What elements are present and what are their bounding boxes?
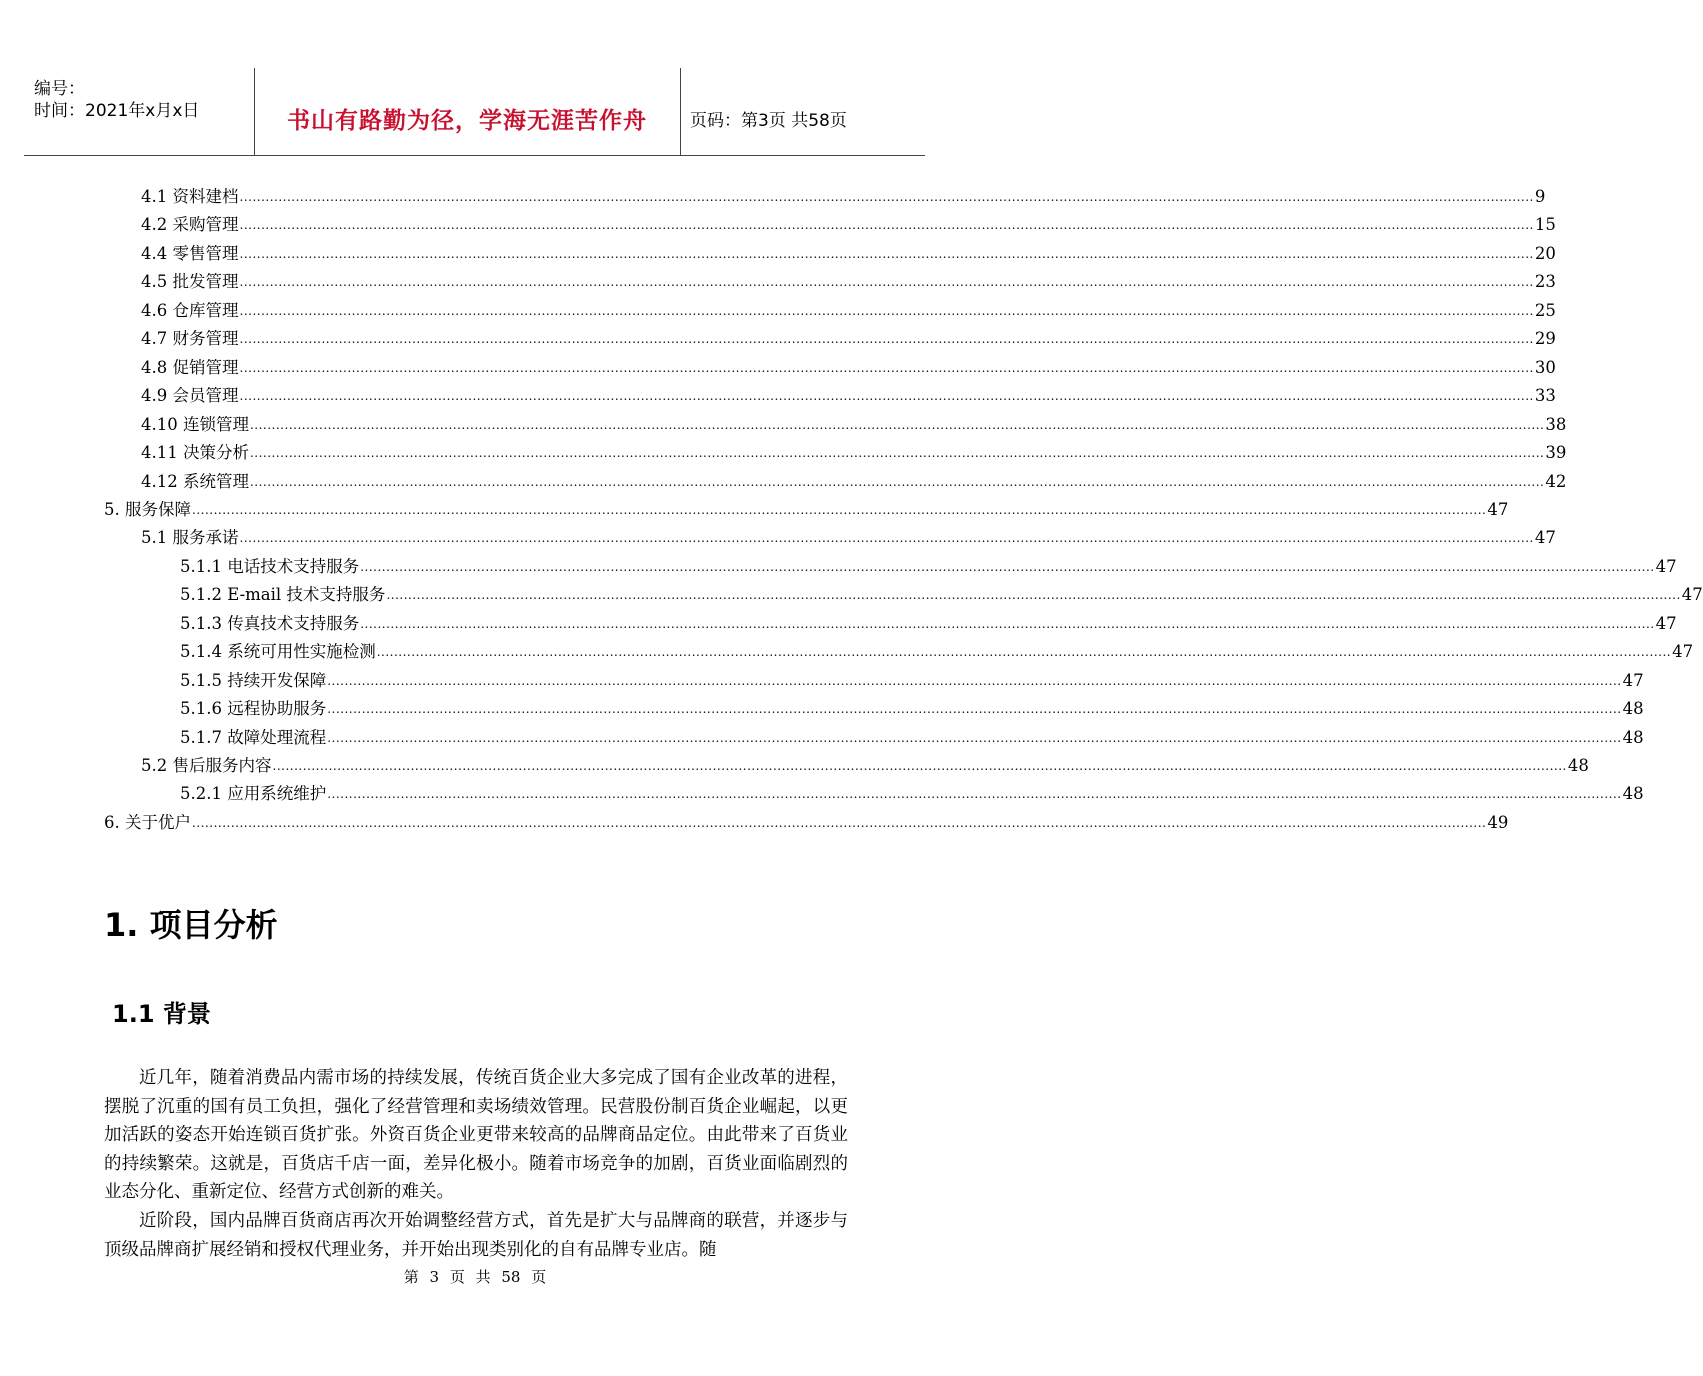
toc-leader-dots: ............................................................................................................................................................................................................................................................................................................: [192, 815, 1487, 830]
toc-leader-dots: ............................................................................................................................................................................................................................................................................................................: [249, 417, 1545, 432]
toc-leader-dots: ............................................................................................................................................................................................................................................................................................................: [386, 588, 1681, 603]
toc-leader-dots: ............................................................................................................................................................................................................................................................................................................: [239, 303, 1534, 318]
header-page-info: 页码：第3页 共58页: [690, 111, 847, 131]
header-divider: [680, 68, 681, 155]
toc-entry-page: 48: [1622, 727, 1644, 747]
toc-entry-label: 4.7 财务管理: [141, 329, 239, 349]
toc-entry[interactable]: [141, 442, 1567, 464]
toc-leader-dots: ............................................................................................................................................................................................................................................................................................................: [239, 246, 1534, 261]
toc-entry-page: 39: [1545, 443, 1567, 463]
toc-entry-page: 48: [1622, 784, 1644, 804]
toc-entry-page: 25: [1534, 300, 1556, 320]
toc-entry-label: 5.1.7 故障处理流程: [180, 727, 327, 747]
toc-entry-page: 48: [1567, 756, 1589, 775]
toc-entry-label: 5.1.3 传真技术支持服务: [180, 613, 360, 633]
toc-entry-label: 5.1.6 远程协助服务: [180, 699, 327, 719]
toc-entry[interactable]: [141, 186, 1546, 208]
toc-entry[interactable]: [180, 783, 1644, 805]
toc-entry-label: 5.1.2 E-mail 技术支持服务: [180, 585, 386, 605]
toc-entry[interactable]: [141, 271, 1556, 293]
toc-entry[interactable]: [180, 556, 1677, 578]
time-label: 时间：2021年x月x日: [34, 101, 200, 121]
toc-entry[interactable]: [180, 613, 1677, 635]
toc-leader-dots: ............................................................................................................................................................................................................................................................................................................: [360, 559, 1655, 574]
toc-leader-dots: ............................................................................................................................................................................................................................................................................................................: [327, 702, 1622, 717]
toc-leader-dots: ............................................................................................................................................................................................................................................................................................................: [249, 446, 1545, 461]
toc-entry-page: 48: [1622, 699, 1644, 719]
toc-entry-label: 4.6 仓库管理: [141, 300, 239, 320]
toc-entry-page: 30: [1534, 357, 1556, 377]
toc-entry-page: 47: [1655, 613, 1677, 633]
toc-leader-dots: ............................................................................................................................................................................................................................................................................................................: [239, 275, 1534, 290]
toc-entry-page: 47: [1622, 670, 1644, 690]
toc-entry-label: 4.5 批发管理: [141, 272, 239, 292]
toc-entry-label: 4.4 零售管理: [141, 243, 239, 263]
paragraph: 近阶段，国内品牌百货商店再次开始调整经营方式，首先是扩大与品牌商的联营，并逐步与顶级品牌商扩展经销和授权代理业务，并开始出现类别化的自有品牌专业店。随: [104, 1210, 848, 1260]
toc-entry-page: 20: [1534, 243, 1556, 263]
toc-leader-dots: ............................................................................................................................................................................................................................................................................................................: [360, 616, 1655, 631]
toc-entry[interactable]: [180, 641, 1694, 663]
toc-entry-page: 42: [1545, 471, 1567, 491]
toc-entry-label: 4.10 连锁管理: [141, 414, 249, 434]
toc-entry[interactable]: [180, 670, 1644, 692]
toc-entry[interactable]: [141, 214, 1556, 236]
toc-entry-page: 29: [1534, 329, 1556, 349]
toc-entry-page: 33: [1534, 386, 1556, 406]
toc-leader-dots: ............................................................................................................................................................................................................................................................................................................: [239, 332, 1534, 347]
toc-entry[interactable]: [180, 698, 1644, 720]
toc-entry-label: 4.2 采购管理: [141, 215, 239, 235]
toc-entry-label: 5.1.4 系统可用性实施检测: [180, 642, 376, 662]
doc-number-label: 编号：: [34, 79, 85, 99]
toc-leader-dots: ............................................................................................................................................................................................................................................................................................................: [239, 531, 1534, 546]
toc-entry[interactable]: [141, 527, 1556, 549]
toc-entry-label: 4.8 促销管理: [141, 357, 239, 377]
toc-entry-label: 5.1 服务承诺: [141, 528, 239, 548]
toc-entry-label: 4.11 决策分析: [141, 443, 249, 463]
toc-entry-page: 15: [1534, 215, 1556, 235]
paragraph: 近几年，随着消费品内需市场的持续发展，传统百货企业大多完成了国有企业改革的进程，摆脱了沉重的国有员工负担，强化了经营管理和卖场绩效管理。民营股份制百货企业崛起，以更加活跃的姿态开始连锁百货扩张。外资百货企业更带来较高的品牌商品定位。由此带来了百货业的持续繁荣。这就是，百货店千店一面，差异化极小。随着市场竞争的加剧，百货业面临剧烈的业态分化、重新定位、经营方式创新的难关。: [104, 1068, 848, 1203]
toc-entry[interactable]: [141, 243, 1556, 265]
toc-entry[interactable]: [180, 727, 1644, 749]
toc-entry-label: 4.12 系统管理: [141, 471, 249, 491]
toc-entry-page: 47: [1681, 585, 1703, 605]
toc-entry[interactable]: [141, 385, 1556, 407]
toc-entry-page: 38: [1545, 414, 1567, 434]
toc-entry-label: 4.9 会员管理: [141, 386, 239, 406]
toc-leader-dots: ............................................................................................................................................................................................................................................................................................................: [327, 673, 1622, 688]
toc-entry[interactable]: [141, 414, 1567, 436]
toc-entry-label: 5.2 售后服务内容: [141, 756, 272, 775]
body-text: [104, 1064, 848, 1264]
section-heading: 1. 项目分析: [104, 906, 278, 944]
toc-entry-label: 5.1.1 电话技术支持服务: [180, 556, 360, 576]
toc-entry-label: 5.1.5 持续开发保障: [180, 670, 327, 690]
page-header: [24, 68, 925, 156]
header-motto: 书山有路勤为径，学海无涯苦作舟: [287, 108, 647, 134]
toc-leader-dots: ............................................................................................................................................................................................................................................................................................................: [239, 389, 1534, 404]
toc-leader-dots: ............................................................................................................................................................................................................................................................................................................: [376, 645, 1672, 660]
toc-leader-dots: ............................................................................................................................................................................................................................................................................................................: [239, 190, 1534, 204]
toc-entry-page: 23: [1534, 272, 1556, 292]
toc-entry-page: 47: [1655, 556, 1677, 576]
header-meta: [34, 78, 199, 122]
toc-entry-label: 5.2.1 应用系统维护: [180, 784, 327, 804]
toc-entry[interactable]: [141, 755, 1589, 777]
toc-entry-label: 4.1 资料建档: [141, 187, 239, 206]
toc-entry-label: 5. 服务保障: [104, 499, 191, 519]
toc-entry-label: 6. 关于优户: [104, 812, 191, 832]
toc-entry[interactable]: [104, 812, 1509, 834]
page-footer: 第 3 页 共 58 页: [403, 1268, 547, 1286]
toc-leader-dots: ............................................................................................................................................................................................................................................................................................................: [327, 787, 1622, 802]
toc-entry-page: 47: [1672, 642, 1694, 662]
toc-entry-page: 47: [1534, 528, 1556, 548]
toc-entry[interactable]: [141, 471, 1567, 493]
toc-entry[interactable]: [104, 499, 1509, 521]
toc-entry[interactable]: [141, 300, 1556, 322]
toc-leader-dots: ............................................................................................................................................................................................................................................................................................................: [327, 730, 1622, 745]
toc-entry[interactable]: [141, 357, 1556, 379]
toc-entry-page: 9: [1534, 187, 1546, 206]
toc-leader-dots: ............................................................................................................................................................................................................................................................................................................: [249, 474, 1545, 489]
toc-entry-page: 49: [1487, 812, 1509, 832]
toc-leader-dots: ............................................................................................................................................................................................................................................................................................................: [192, 502, 1487, 517]
subsection-heading: 1.1 背景: [112, 1000, 211, 1028]
toc-leader-dots: ............................................................................................................................................................................................................................................................................................................: [239, 360, 1534, 375]
toc-entry-page: 47: [1487, 499, 1509, 519]
toc-leader-dots: ............................................................................................................................................................................................................................................................................................................: [272, 759, 1567, 773]
toc-leader-dots: ............................................................................................................................................................................................................................................................................................................: [239, 218, 1534, 233]
toc-entry[interactable]: [141, 328, 1556, 350]
toc-entry[interactable]: [180, 584, 1703, 606]
